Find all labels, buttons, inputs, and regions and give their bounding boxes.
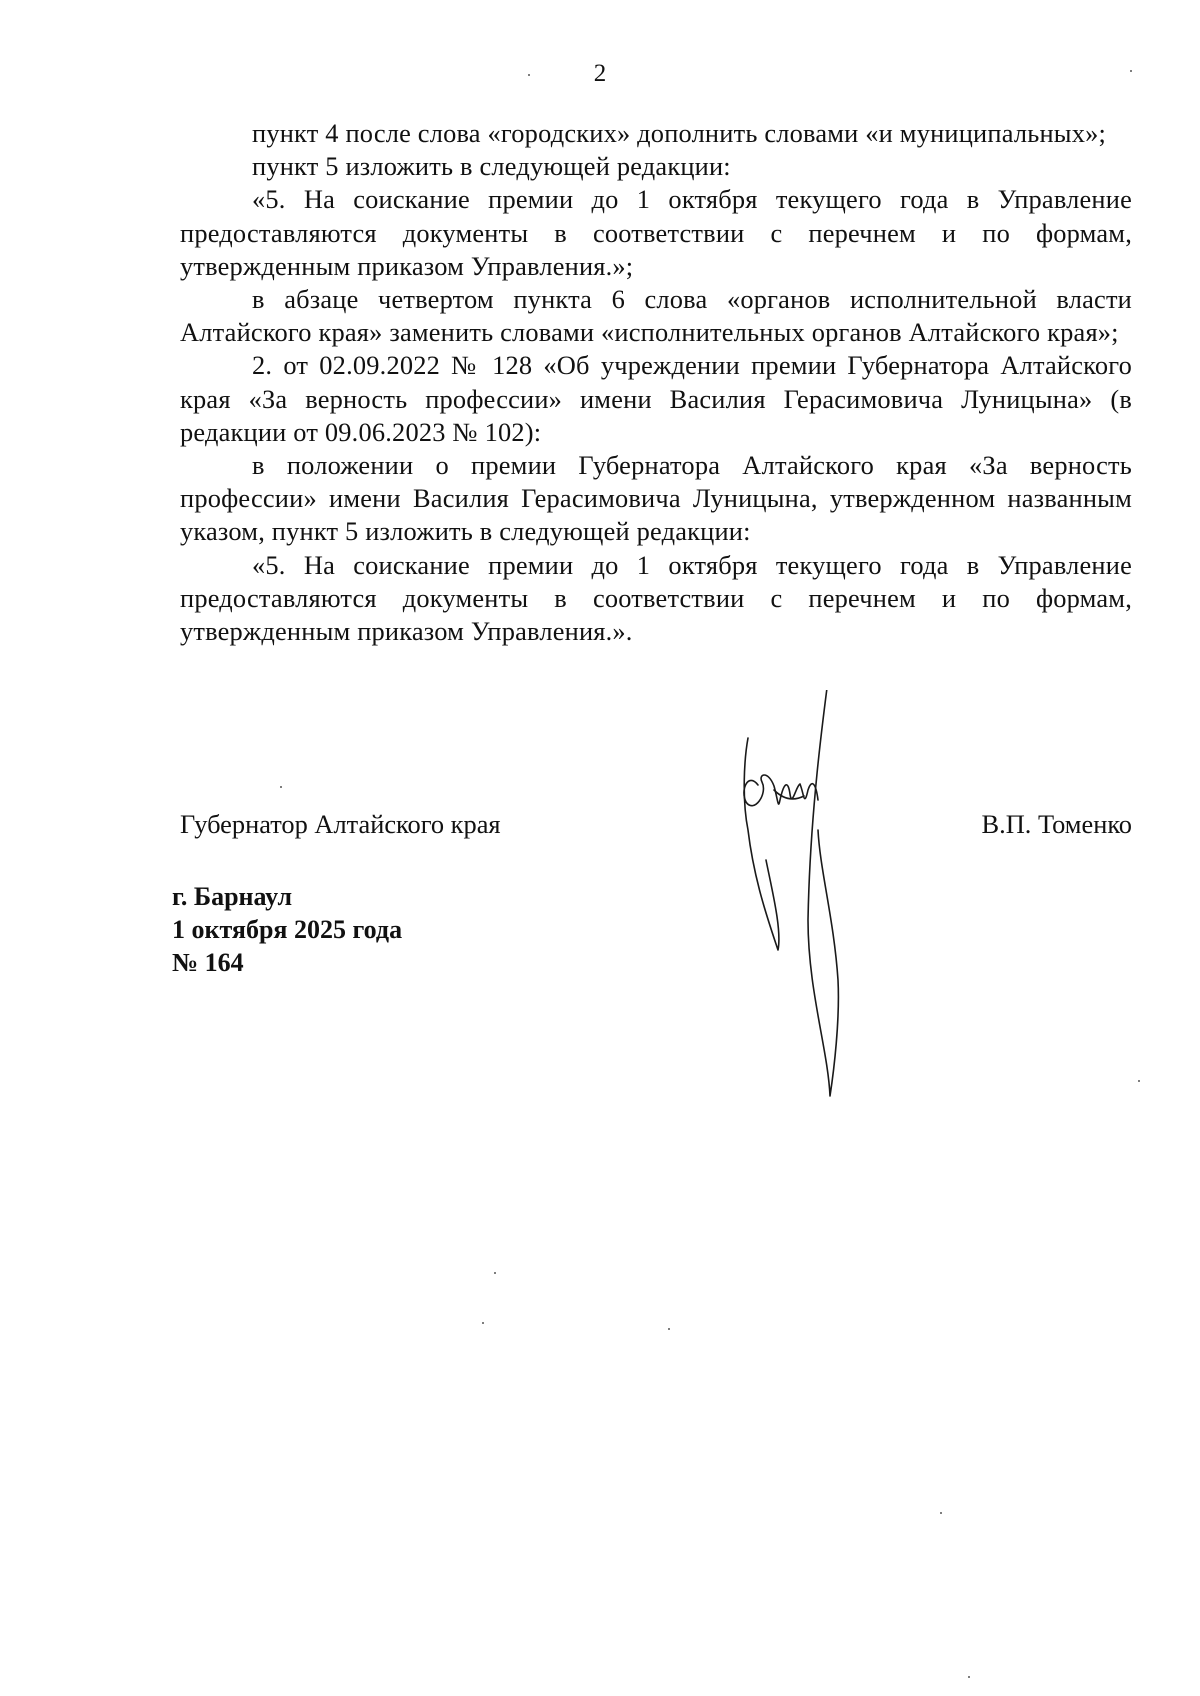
paragraph-5: 2. от 02.09.2022 № 128 «Об учреждении премии Губернатора Алтайского края «За верность профессии» имени Василия Герасимовича Луницына» (в редакции от 09.06.2023 № 102): <box>180 350 1132 447</box>
scan-speck <box>494 1272 496 1274</box>
paragraph-3: «5. На соискание премии до 1 октября текущего года в Управление предоставляются документы в соответствии с перечнем и по формам, утвержденным приказом Управления.»; <box>180 184 1132 281</box>
document-body <box>180 117 1132 648</box>
scan-speck <box>528 74 530 76</box>
scan-speck <box>280 786 282 788</box>
document-details <box>172 880 402 979</box>
scan-speck <box>668 1328 670 1330</box>
scan-speck <box>482 1322 484 1324</box>
paragraph-2: пункт 5 изложить в следующей редакции: <box>252 151 731 182</box>
handwritten-signature-icon <box>738 690 908 1110</box>
paragraph-1: пункт 4 после слова «городских» дополнить словами «и муниципальных»; <box>252 118 1107 148</box>
scan-speck <box>1130 70 1132 72</box>
document-date: 1 октября 2025 года <box>172 915 403 944</box>
scan-speck <box>940 1512 942 1514</box>
paragraph-7: «5. На соискание премии до 1 октября текущего года в Управление предоставляются документы в соответствии с перечнем и по формам, утвержденным приказом Управления.». <box>180 549 1132 647</box>
signatory-name: В.П. Томенко <box>981 809 1132 839</box>
paragraph-6: в положении о премии Губернатора Алтайского края «За верность профессии» имени Василия Герасимовича Луницына, утвержденном названным указом, пункт 5 изложить в следующей редакции: <box>180 450 1132 547</box>
paragraph-4: в абзаце четвертом пункта 6 слова «органов исполнительной власти Алтайского края» заменить словами «исполнительных органов Алтайского края»; <box>180 284 1132 348</box>
signature-row <box>180 807 1132 841</box>
document-city: г. Барнаул <box>172 882 293 911</box>
scan-speck <box>1138 1080 1140 1082</box>
signatory-title: Губернатор Алтайского края <box>180 809 501 839</box>
scan-speck <box>968 1676 970 1678</box>
page-number: 2 <box>593 60 607 87</box>
document-number: № 164 <box>172 948 244 977</box>
